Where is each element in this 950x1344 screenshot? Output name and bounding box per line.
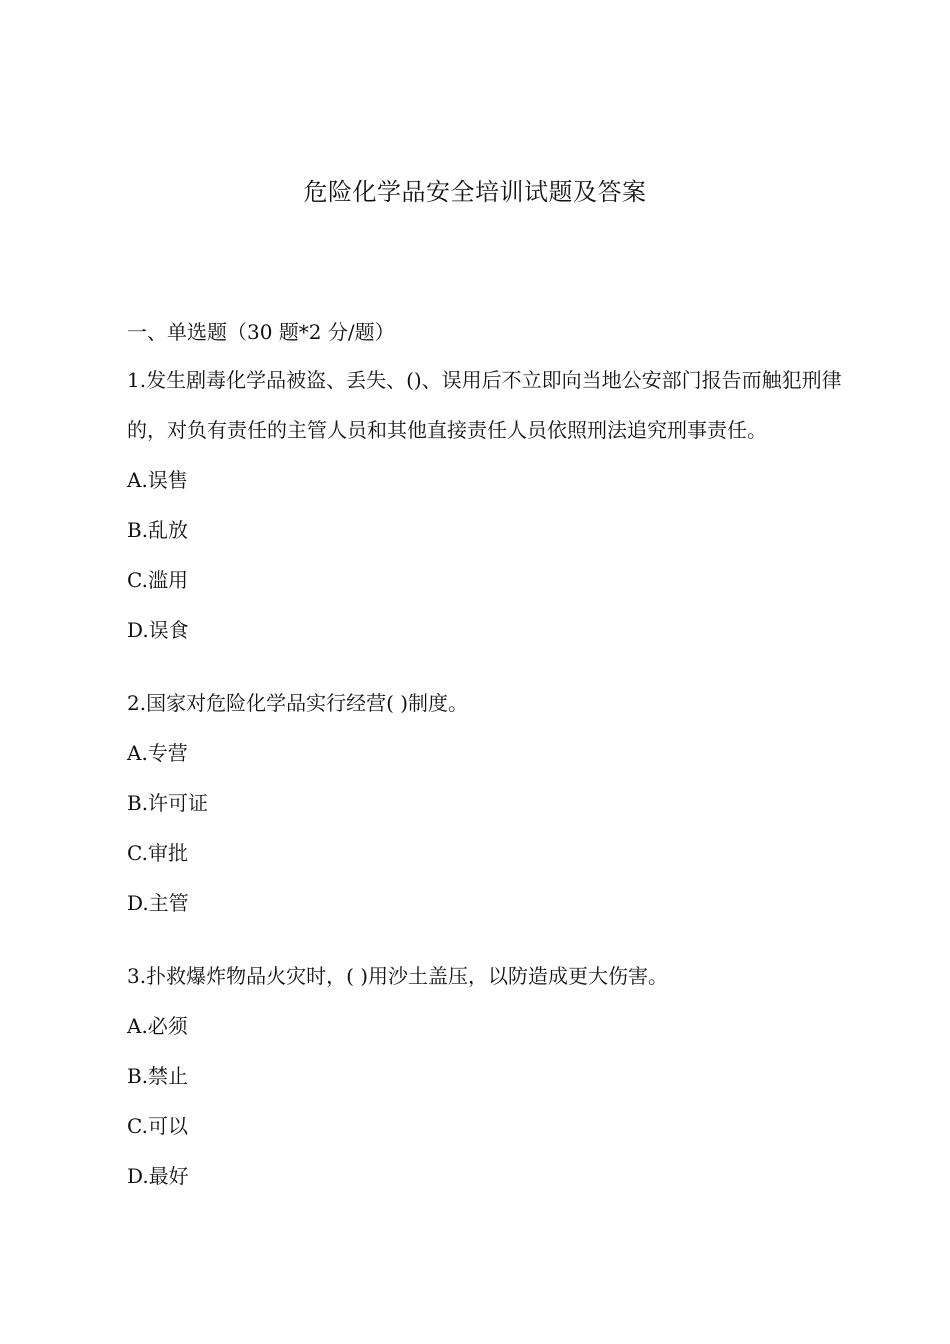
option-b: B.禁止 <box>127 1064 189 1088</box>
option-d: D.主管 <box>127 891 189 915</box>
document-title: 危险化学品安全培训试题及答案 <box>303 178 647 206</box>
question-2 <box>127 675 857 928</box>
document-body <box>127 312 857 1201</box>
option-list <box>127 728 857 928</box>
option-a: A.误售 <box>127 468 188 492</box>
option-d: D.最好 <box>127 1164 189 1188</box>
question-stem: 2.国家对危险化学品实行经营( )制度。 <box>127 691 469 715</box>
option-c: C.可以 <box>127 1114 188 1138</box>
option-a: A.专营 <box>127 741 188 765</box>
option-b: B.许可证 <box>127 791 209 815</box>
option-d: D.误食 <box>127 618 189 642</box>
option-b: B.乱放 <box>127 518 189 542</box>
option-c: C.审批 <box>127 841 188 865</box>
question-stem: 3.扑救爆炸物品火灾时，( )用沙土盖压，以防造成更大伤害。 <box>127 964 669 988</box>
question-1 <box>127 352 857 655</box>
option-list <box>127 1001 857 1201</box>
question-stem: 1.发生剧毒化学品被盗、丢失、()、误用后不立即向当地公安部门报告而触犯刑律的，对负有责任的主管人员和其他直接责任人员依照刑法追究刑事责任。 <box>127 368 842 442</box>
question-3 <box>127 948 857 1201</box>
option-a: A.必须 <box>127 1014 188 1038</box>
section-heading-single-choice: 一、单选题（30 题*2 分/题） <box>127 320 395 344</box>
option-c: C.滥用 <box>127 568 188 592</box>
option-list <box>127 455 857 655</box>
